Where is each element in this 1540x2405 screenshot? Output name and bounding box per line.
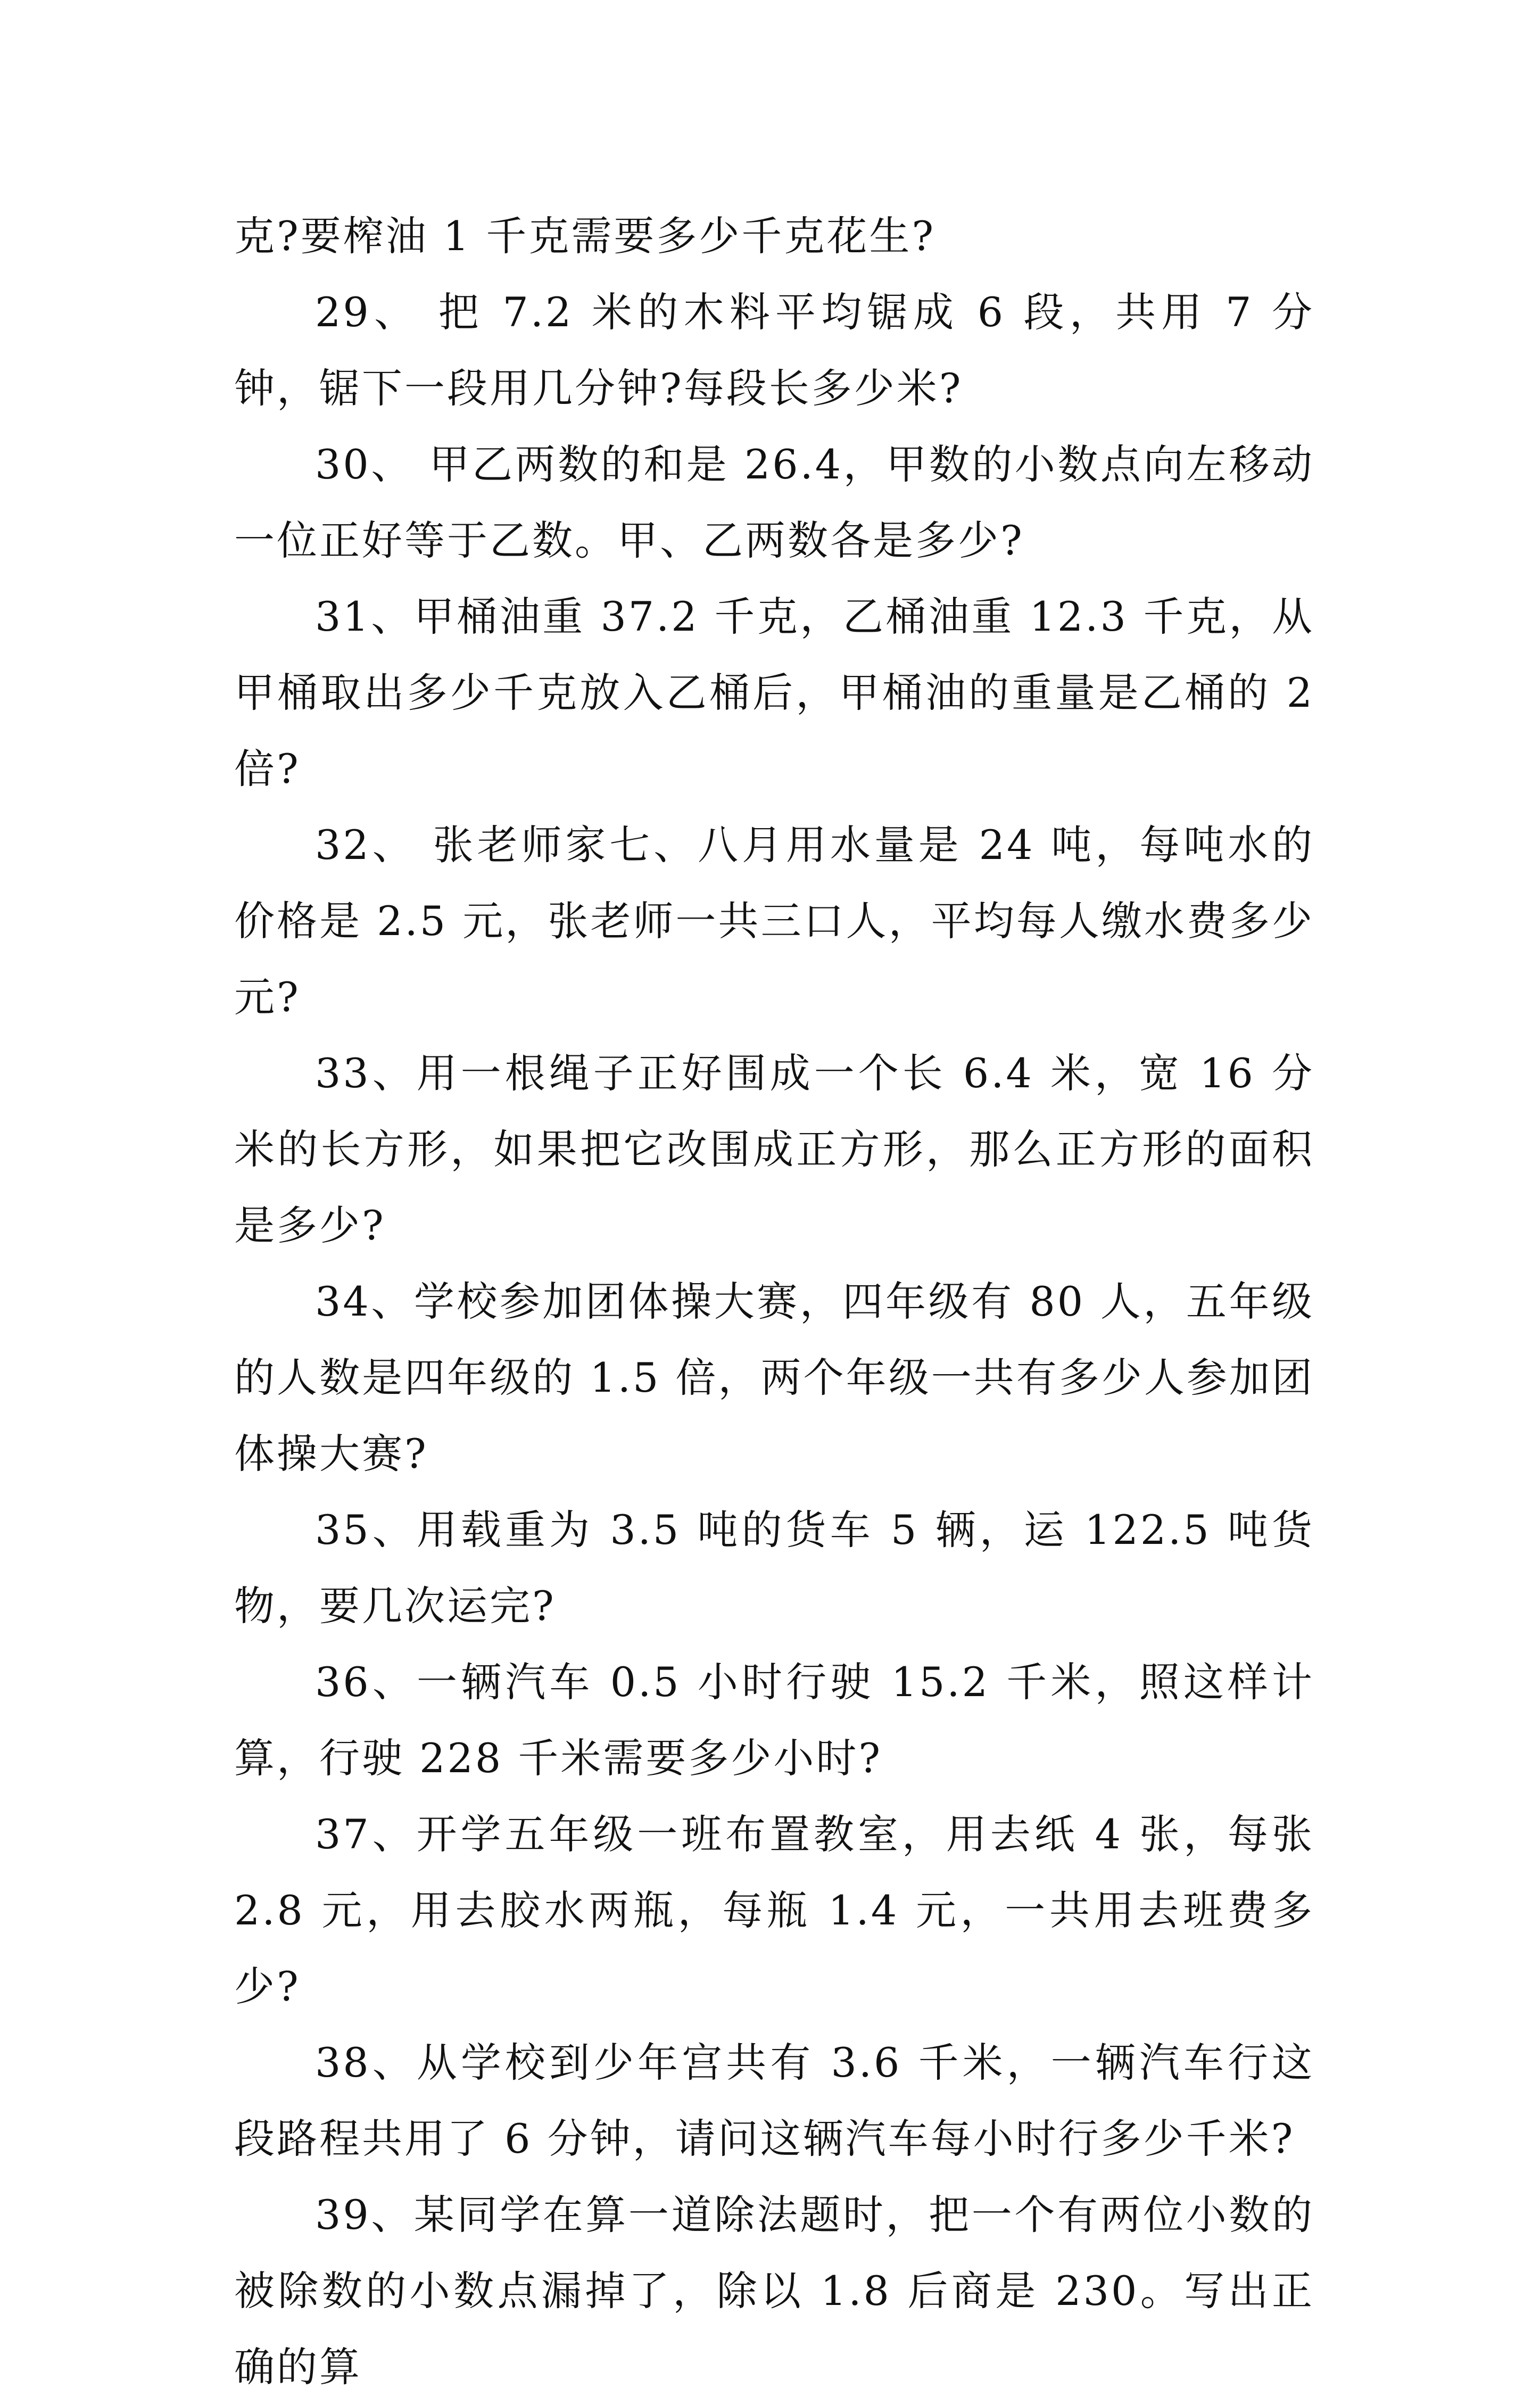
problem-36: 36、一辆汽车 0.5 小时行驶 15.2 千米，照这样计算，行驶 228 千米需要多少小时? (234, 1658, 1314, 1782)
problem-38: 38、从学校到少年宫共有 3.6 千米，一辆汽车行这段路程共用了 6 分钟，请问这辆汽车每小时行多少千米? (234, 2039, 1314, 2162)
problem-35: 35、用载重为 3.5 吨的货车 5 辆，运 122.5 吨货物，要几次运完? (234, 1506, 1314, 1630)
problem-34: 34、学校参加团体操大赛，四年级有 80 人，五年级的人数是四年级的 1.5 倍，两个年级一共有多少人参加团体操大赛? (234, 1278, 1314, 1477)
problem-37: 37、开学五年级一班布置教室，用去纸 4 张，每张 2.8 元，用去胶水两瓶，每瓶 1.4 元，一共用去班费多少? (234, 1811, 1314, 2010)
problem-29: 29、 把 7.2 米的木料平均锯成 6 段，共用 7 分钟，锯下一段用几分钟?每段长多少米? (234, 288, 1314, 412)
document-body (234, 198, 1314, 2405)
problem-33: 33、用一根绳子正好围成一个长 6.4 米，宽 16 分米的长方形，如果把它改围成正方形，那么正方形的面积是多少? (234, 1049, 1314, 1249)
problem-30: 30、 甲乙两数的和是 26.4，甲数的小数点向左移动一位正好等于乙数。甲、乙两数各是多少? (234, 441, 1314, 564)
problem-32: 32、 张老师家七、八月用水量是 24 吨，每吨水的价格是 2.5 元，张老师一共三口人，平均每人缴水费多少元? (234, 821, 1314, 1021)
problem-31: 31、甲桶油重 37.2 千克，乙桶油重 12.3 千克，从甲桶取出多少千克放入乙桶后，甲桶油的重量是乙桶的 2 倍? (234, 593, 1314, 792)
problem-39: 39、某同学在算一道除法题时，把一个有两位小数的被除数的小数点漏掉了，除以 1.8 后商是 230。写出正确的算 (234, 2191, 1314, 2391)
paragraph-continuation: 克?要榨油 1 千克需要多少千克花生? (234, 212, 936, 260)
